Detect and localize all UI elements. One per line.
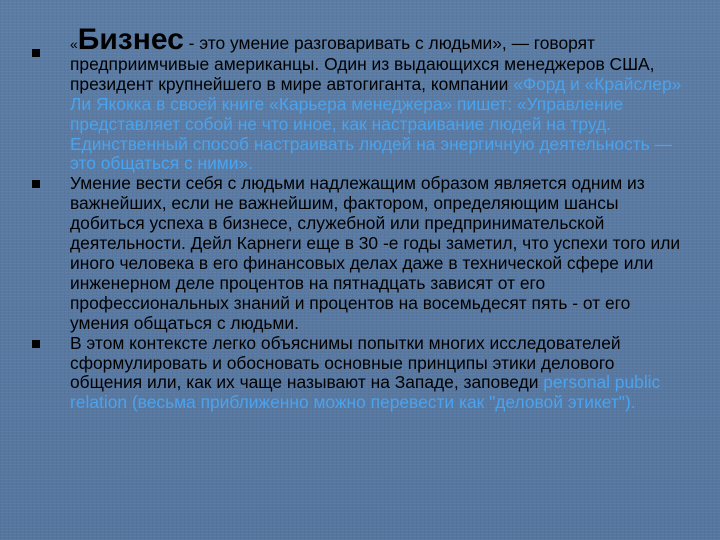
keyword-business: Бизнес — [77, 23, 184, 56]
bullet-item-carnegie — [30, 174, 690, 333]
square-bullet-icon — [32, 180, 40, 188]
bullet-list — [30, 24, 690, 413]
bullet-3-highlight: personal public relation (весьма приближенно можно перевести как "деловой этикет"). — [70, 372, 661, 413]
opening-quote: « — [70, 36, 78, 52]
bullet-1-text: - это умение разговаривать с людьми», — говорят предприимчивые американцы. Один из выдающихся менеджеров США, президент крупнейшего в мире автогиганта, компании — [70, 33, 655, 94]
bullet-item-business-definition — [30, 23, 690, 174]
bullet-item-ethics — [30, 334, 690, 414]
square-bullet-icon — [32, 340, 40, 348]
bullet-2-text: Умение вести себя с людьми надлежащим образом является одним из важнейших, если не важнейшим, фактором, определяющим шансы добиться успеха в бизнесе, служебной или предпринимательской деятельности. Дейл Карнеги еще в 30 -е годы заметил, что успехи того или иного человека в его финансовых делах даже в технической сфере или инженерном деле процентов на пятнадцать зависят от его профессиональных знаний и процентов на восемьдесят пять - от его умения общаться с людьми. — [70, 173, 681, 333]
bullet-1-highlight: «Форд и «Крайслер» Ли Якокка в своей книге «Карьера менеджера» пишет: «Управление представляет собой не что иное, как настраивание людей на труд. Единственный способ настраивать людей на энергичную деятельность — это общаться с ними». — [70, 73, 682, 174]
bullet-3-text: В этом контексте легко объяснимы попытки многих исследователей сформулировать и обосновать основные принципы этики делового общения или, как их чаще называют на Западе, заповеди — [70, 332, 621, 393]
square-bullet-icon — [32, 49, 40, 57]
